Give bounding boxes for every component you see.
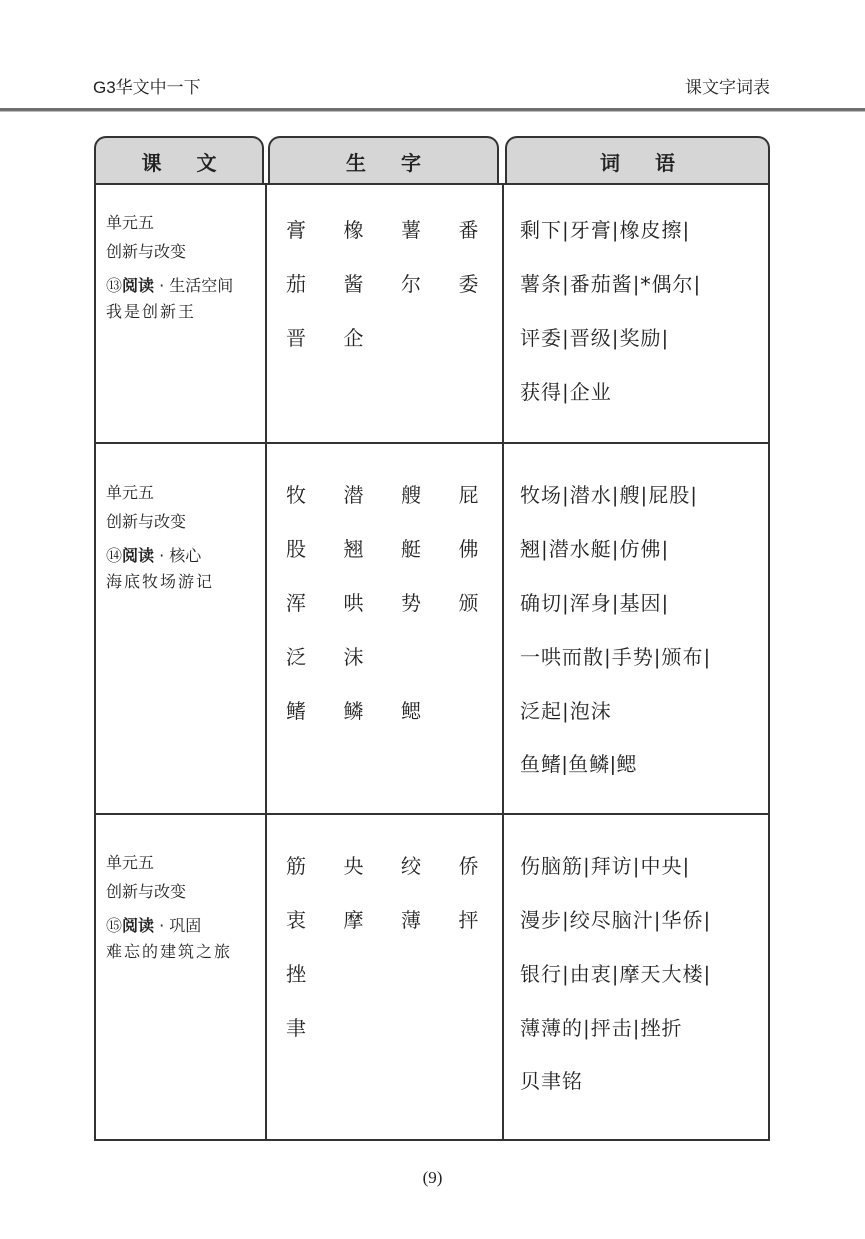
vocabulary-table <box>94 183 770 1141</box>
lesson-cell <box>106 479 214 594</box>
word-line: 翘|潜水艇|仿佛| <box>520 537 670 561</box>
character: 翘 <box>343 537 364 561</box>
new-characters <box>268 480 498 750</box>
lesson-number: ⑬ <box>106 276 123 295</box>
lesson-title: 海底牧场游记 <box>106 572 215 591</box>
column-header-lesson <box>94 136 264 184</box>
character: 薄 <box>401 908 421 932</box>
column-divider <box>265 185 267 1139</box>
row-divider <box>96 442 768 444</box>
character: 抨 <box>458 908 479 932</box>
column-header-characters <box>268 136 499 184</box>
character: 晋 <box>286 326 306 350</box>
character: 绞 <box>401 854 421 878</box>
page-number: (9) <box>422 1168 443 1187</box>
character: 侨 <box>458 854 479 878</box>
unit-label: 单元五 <box>106 485 155 502</box>
reading-label: 阅读 <box>122 916 155 935</box>
row-divider <box>96 813 768 815</box>
new-characters <box>268 215 498 377</box>
lesson-title: 难忘的建筑之旅 <box>106 942 233 961</box>
character <box>441 1013 499 1067</box>
reading-line <box>106 913 232 940</box>
character <box>383 1013 441 1067</box>
character <box>326 1013 384 1067</box>
word-line: 评委|晋级|奖励| <box>520 326 670 350</box>
unit-theme: 创新与改变 <box>106 514 187 531</box>
character: 潜 <box>343 483 364 507</box>
character: 委 <box>458 272 479 296</box>
reading-line <box>106 543 214 570</box>
book-title: G3华文中一下 <box>93 78 201 97</box>
character: 势 <box>401 591 421 615</box>
character: 尔 <box>401 272 421 296</box>
word-line: 一哄而散|手势|颁布| <box>520 645 712 669</box>
new-characters <box>268 851 498 1067</box>
character: 鳞 <box>343 699 364 723</box>
reading-category: 核心 <box>169 548 202 565</box>
character: 膏 <box>286 218 306 242</box>
word-list <box>520 480 770 804</box>
character: 筋 <box>286 854 306 878</box>
character <box>383 642 441 696</box>
character <box>441 696 499 750</box>
character: 颁 <box>458 591 479 615</box>
character: 鳍 <box>286 699 306 723</box>
character: 橡 <box>343 218 364 242</box>
column-header-label: 词 语 <box>600 150 689 175</box>
character: 番 <box>458 218 479 242</box>
character: 薯 <box>401 218 421 242</box>
character <box>326 959 384 1013</box>
lesson-cell <box>106 209 233 324</box>
word-line: 薄薄的|抨击|挫折 <box>520 1016 683 1040</box>
section-title: 课文字词表 <box>685 78 770 97</box>
unit-label: 单元五 <box>106 855 155 872</box>
character: 聿 <box>286 1016 306 1040</box>
character: 艘 <box>401 483 421 507</box>
lesson-title: 我是创新王 <box>106 302 197 321</box>
word-list <box>520 851 770 1121</box>
lesson-number: ⑮ <box>106 916 123 935</box>
character <box>441 959 499 1013</box>
word-line: 漫步|绞尽脑汁|华侨| <box>520 908 712 932</box>
word-line: 获得|企业 <box>520 380 612 404</box>
character: 央 <box>343 854 364 878</box>
column-header-label: 生 字 <box>346 150 435 175</box>
separator: · <box>154 276 170 295</box>
character: 浑 <box>286 591 306 615</box>
header-divider <box>0 108 865 112</box>
word-line: 银行|由衷|摩天大楼| <box>520 962 712 986</box>
character: 股 <box>286 537 306 561</box>
word-line: 牧场|潜水|艘|屁股| <box>520 483 698 507</box>
column-divider <box>502 185 504 1139</box>
word-line: 贝聿铭 <box>520 1071 583 1093</box>
character: 哄 <box>343 591 364 615</box>
word-list <box>520 215 770 431</box>
word-line: 确切|浑身|基因| <box>520 591 670 615</box>
unit-theme: 创新与改变 <box>106 884 187 901</box>
reading-label: 阅读 <box>122 276 155 295</box>
column-header-words <box>505 136 770 184</box>
character: 牧 <box>286 483 306 507</box>
lesson-cell <box>106 849 232 964</box>
word-line: 鱼鳍|鱼鳞|鳃 <box>520 754 638 776</box>
lesson-number: ⑭ <box>106 546 123 565</box>
character: 泛 <box>286 645 306 669</box>
reading-label: 阅读 <box>122 546 155 565</box>
character: 鳃 <box>401 699 421 723</box>
unit-theme: 创新与改变 <box>106 244 187 261</box>
word-line: 薯条|番茄酱|*偶尔| <box>520 272 702 296</box>
word-line: 剩下|牙膏|橡皮擦| <box>520 218 691 242</box>
character: 茄 <box>286 272 306 296</box>
character <box>441 642 499 696</box>
character: 屁 <box>458 483 479 507</box>
word-line: 泛起|泡沫 <box>520 699 612 723</box>
character: 佛 <box>458 537 479 561</box>
character: 艇 <box>401 537 421 561</box>
character: 摩 <box>343 908 364 932</box>
character: 衷 <box>286 908 306 932</box>
unit-label: 单元五 <box>106 215 155 232</box>
reading-line <box>106 273 233 300</box>
character: 企 <box>343 326 364 350</box>
separator: · <box>154 916 170 935</box>
character <box>383 959 441 1013</box>
character: 酱 <box>343 272 364 296</box>
reading-category: 巩固 <box>169 918 202 935</box>
word-line: 伤脑筋|拜访|中央| <box>520 854 691 878</box>
character: 沫 <box>343 645 364 669</box>
column-header-label: 课 文 <box>141 150 231 175</box>
separator: · <box>154 546 170 565</box>
reading-category: 生活空间 <box>169 278 234 295</box>
character: 挫 <box>286 962 306 986</box>
